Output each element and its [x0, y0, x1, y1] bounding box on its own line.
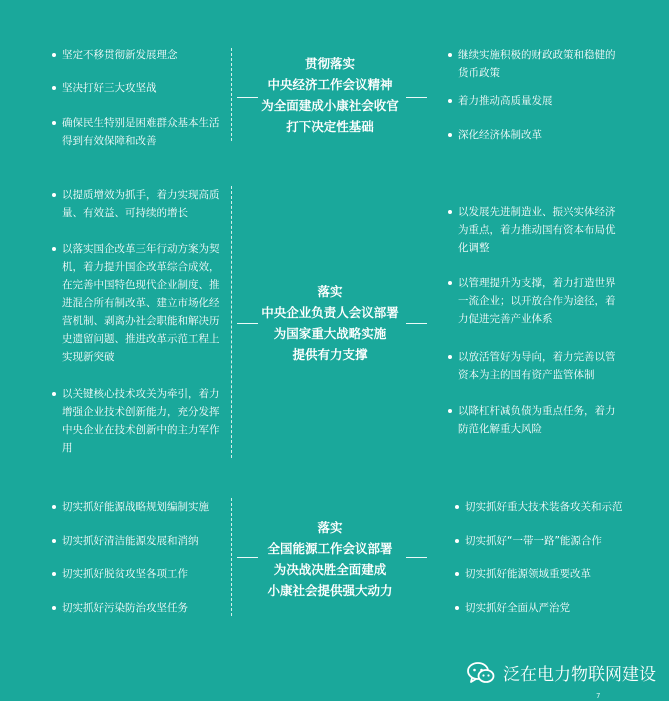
bullet-icon [52, 539, 56, 543]
bullet-icon [52, 505, 56, 509]
section-title-line: 全国能源工作会议部署 [267, 541, 393, 556]
bullet-icon [52, 53, 56, 57]
bullet-icon [455, 606, 459, 610]
section-title-line: 小康社会提供强大动力 [267, 583, 393, 598]
section-title-line: 打下决定性基础 [286, 119, 374, 134]
section-title-line: 落实 [317, 284, 343, 299]
bullet-icon [448, 281, 452, 285]
bullet-icon [52, 86, 56, 90]
list-item: 切实抓好全面从严治党 [455, 599, 631, 617]
list-item: 以发展先进制造业、振兴实体经济为重点，着力推动国有资本布局优化调整 [448, 203, 624, 257]
section-title-line: 中央企业负责人会议部署 [261, 305, 399, 320]
bullet-icon [448, 99, 452, 103]
list-item: 继续实施积极的财政政策和稳健的货币政策 [448, 46, 624, 82]
list-item: 以放活管好为导向，着力完善以管资本为主的国有资产监管体制 [448, 348, 624, 384]
connector-line-right [406, 97, 427, 98]
list-item: 深化经济体制改革 [448, 126, 624, 144]
section-title-line: 为决战决胜全面建成 [273, 562, 387, 577]
bullet-icon [448, 355, 452, 359]
section-title-line: 提供有力支撑 [292, 347, 368, 362]
list-item: 坚决打好三大攻坚战 [52, 79, 222, 97]
list-item: 切实抓好清洁能源发展和消纳 [52, 532, 222, 550]
divider-line-vertical [231, 48, 232, 141]
section-title-line: 为国家重大战略实施 [273, 326, 387, 341]
list-item: 着力推动高质量发展 [448, 92, 624, 110]
list-item: 确保民生特别是困难群众基本生活得到有效保障和改善 [52, 114, 222, 150]
watermark-text: 泛在电力物联网建设 [503, 665, 656, 685]
list-item: 切实抓好重大技术装备攻关和示范 [455, 498, 631, 516]
list-item: 以降杠杆减负债为重点任务，着力防范化解重大风险 [448, 402, 624, 438]
connector-line-right [406, 323, 427, 324]
bullet-icon [448, 53, 452, 57]
bullet-icon [52, 247, 56, 251]
bullet-icon [52, 392, 56, 396]
bullet-icon [52, 121, 56, 125]
list-item: 以提质增效为抓手，着力实现高质量、有效益、可持续的增长 [52, 186, 222, 222]
bullet-icon [448, 210, 452, 214]
section-title-line: 落实 [317, 520, 343, 535]
section-title-line: 中央经济工作会议精神 [267, 77, 393, 92]
connector-line-right [406, 557, 427, 558]
list-item: 切实抓好能源战略规划编制实施 [52, 498, 222, 516]
bullet-icon [52, 193, 56, 197]
watermark [467, 660, 656, 685]
list-item: 切实抓好污染防治攻坚任务 [52, 599, 222, 617]
divider-line-vertical [231, 498, 232, 616]
bullet-icon [448, 409, 452, 413]
list-item: 以管理提升为支撑，着力打造世界一流企业；以开放合作为途径，着力促进完善产业体系 [448, 274, 624, 328]
bullet-icon [448, 133, 452, 137]
bullet-icon [52, 572, 56, 576]
divider-line-vertical [231, 186, 232, 458]
bullet-icon [455, 572, 459, 576]
list-item: 切实抓好能源领域重要改革 [455, 565, 631, 583]
bullet-icon [52, 606, 56, 610]
bullet-icon [455, 539, 459, 543]
section-title-line: 贯彻落实 [304, 56, 355, 71]
bullet-icon [455, 505, 459, 509]
list-item: 以落实国企改革三年行动方案为契机，着力提升国企改革综合成效，在完善中国特色现代企业制度、推进混合所有制改革、建立市场化经营机制、剥离办社会职能和解决历史遗留问题、推进改革示范工程上实现新突破 [52, 240, 222, 366]
list-item: 坚定不移贯彻新发展理念 [52, 46, 222, 64]
page-number: 7 [596, 692, 602, 700]
list-item: 以关键核心技术攻关为牵引，着力增强企业技术创新能力，充分发挥中央企业在技术创新中的主力军作用 [52, 385, 222, 457]
wechat-icon [467, 661, 495, 685]
section-title [255, 53, 405, 137]
section-title [255, 281, 405, 365]
list-item: 切实抓好脱贫攻坚各项工作 [52, 565, 222, 583]
section-title-line: 为全面建成小康社会收官 [261, 98, 399, 113]
section-title [255, 517, 405, 601]
list-item: 切实抓好“一带一路”能源合作 [455, 532, 631, 550]
